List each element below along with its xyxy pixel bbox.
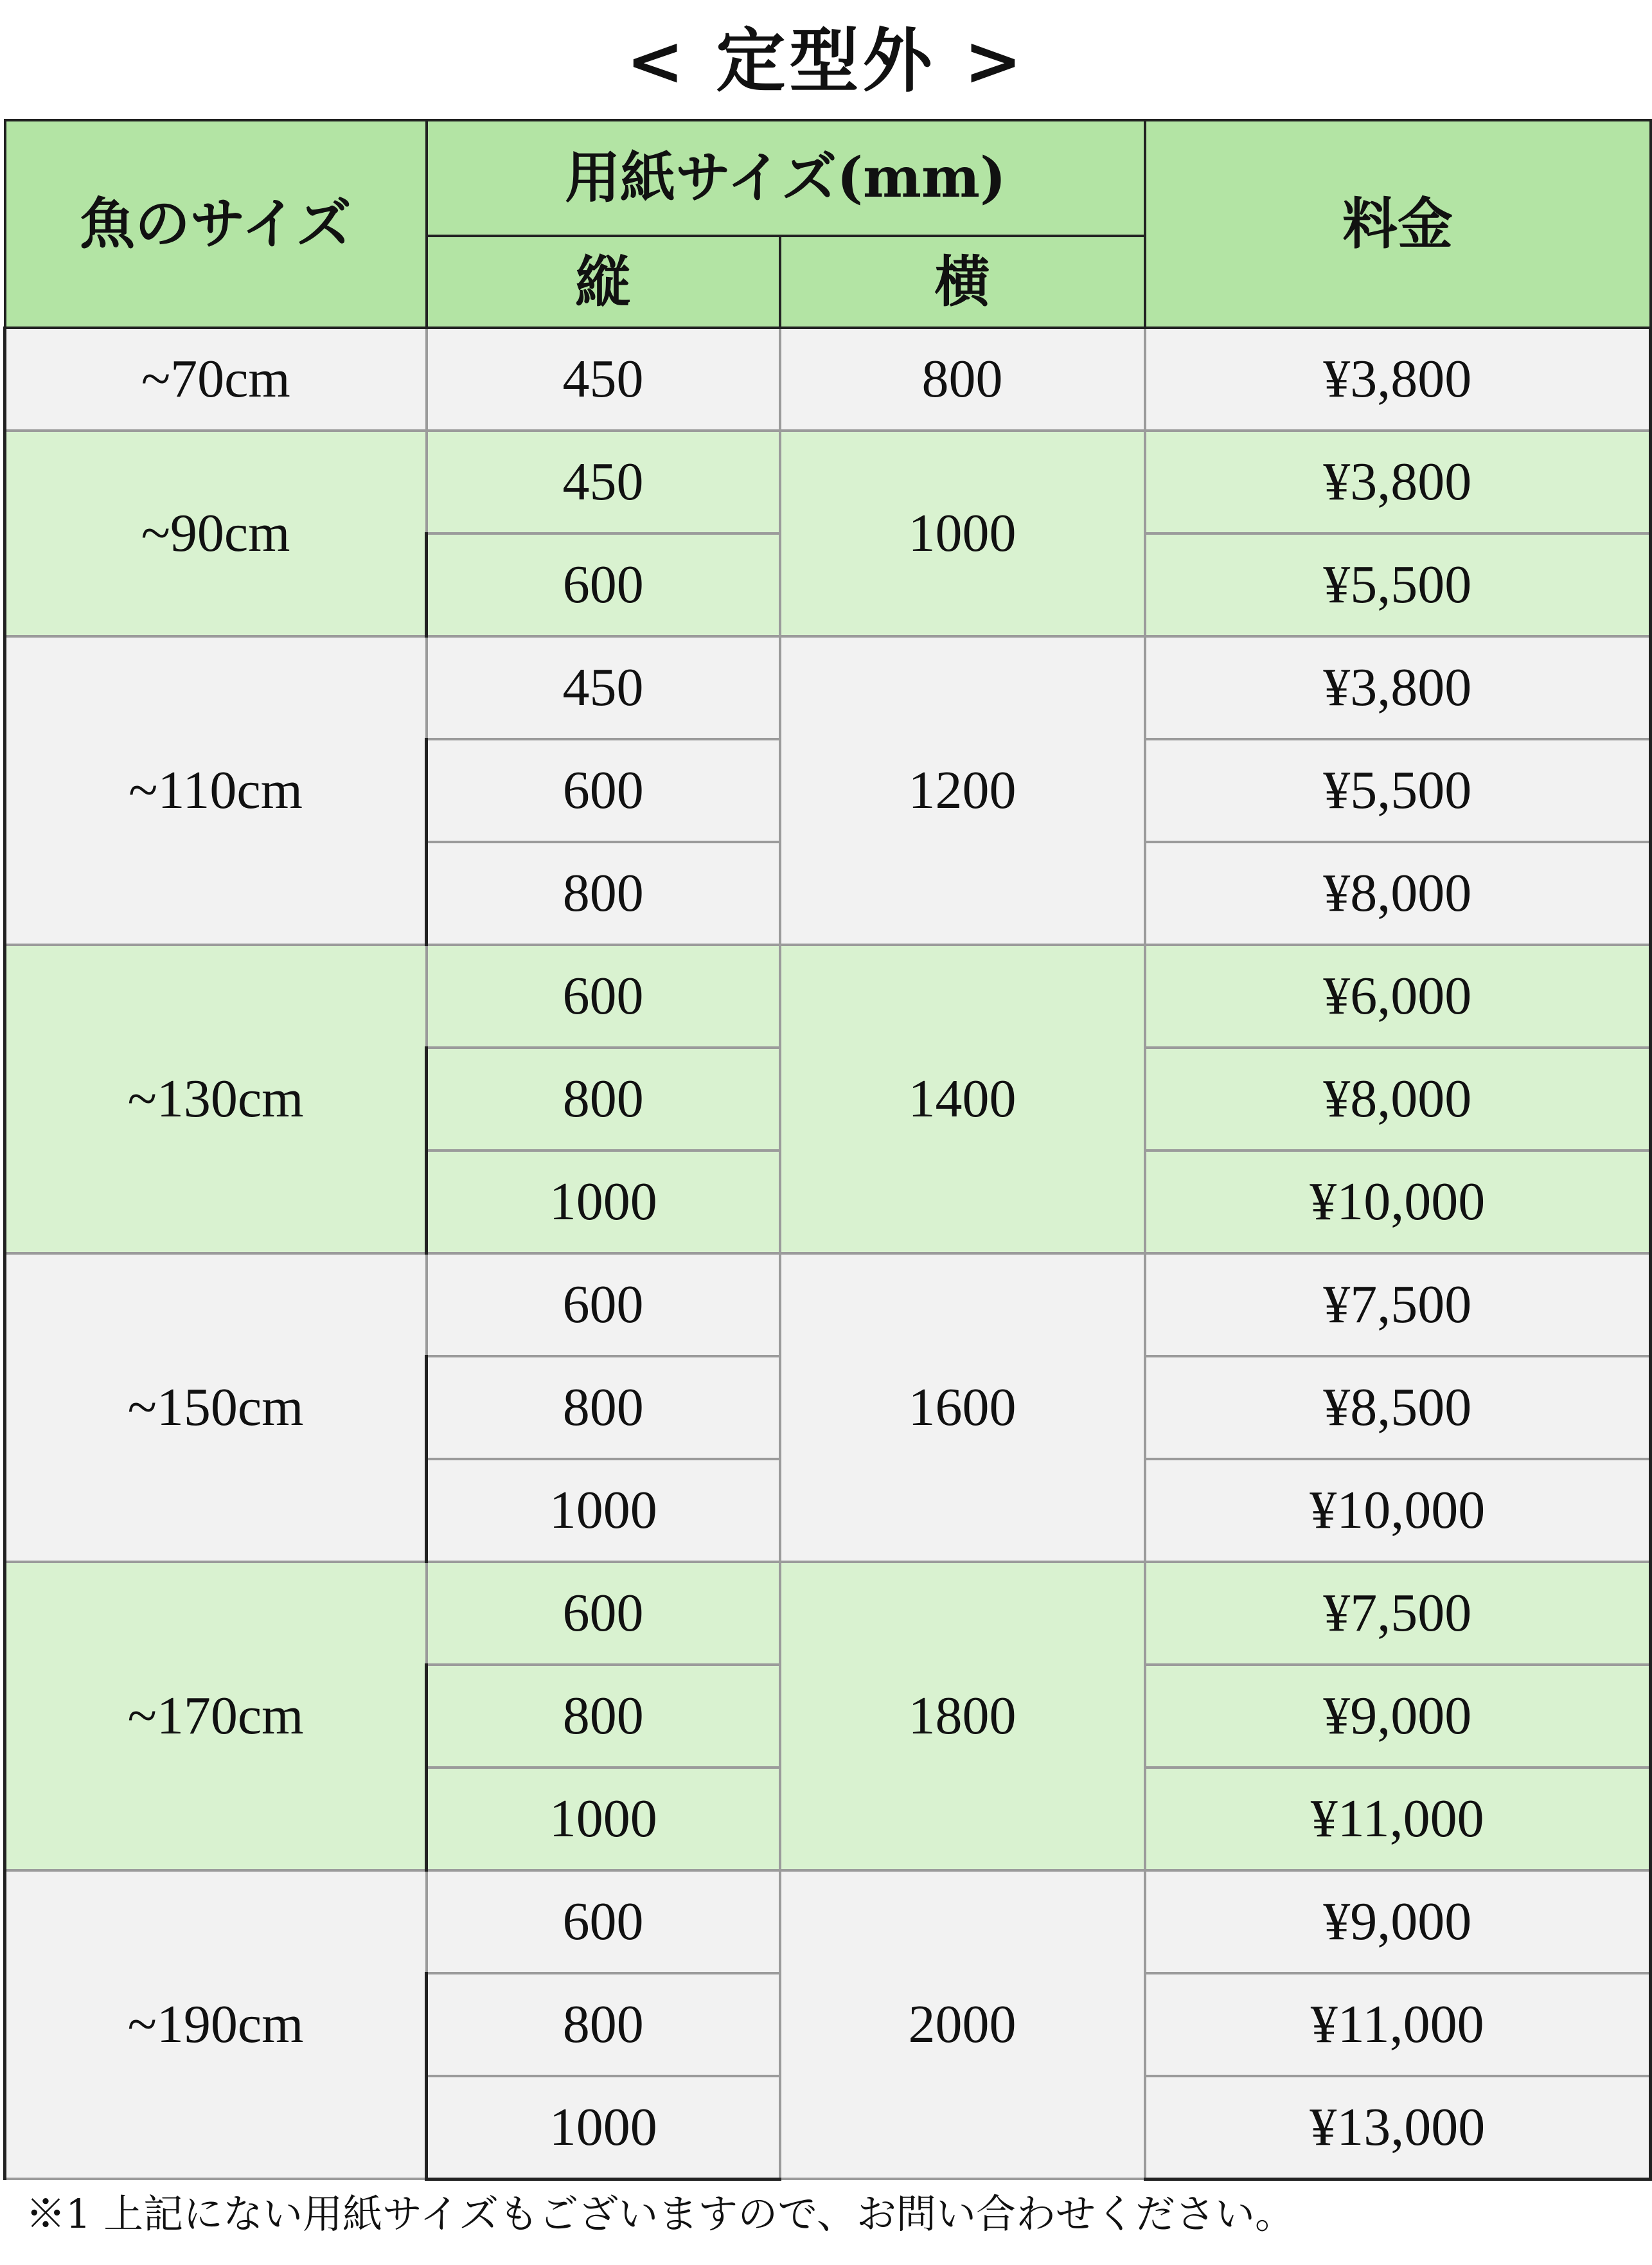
table-row [5,431,1651,533]
size-group [5,945,1651,1253]
size-group [5,328,1651,431]
vertical-cell: 600 [427,945,780,1048]
vertical-cell: 800 [427,1973,780,2076]
page-title: < 定型外 > [626,21,1026,102]
fish-size-cell: ~130cm [5,945,427,1253]
size-group [5,636,1651,945]
vertical-cell: 1000 [427,1768,780,1870]
vertical-cell: 600 [427,1562,780,1665]
table-row [5,636,1651,739]
header-horizontal: 横 [780,236,1145,328]
header-fish-size: 魚のサイズ [5,120,427,328]
price-cell: ¥3,800 [1145,328,1651,431]
fish-size-cell: ~150cm [5,1253,427,1562]
price-cell: ¥5,500 [1145,739,1651,842]
vertical-cell: 450 [427,328,780,431]
vertical-cell: 800 [427,1665,780,1768]
table-row [5,1253,1651,1356]
fish-size-cell: ~170cm [5,1562,427,1870]
vertical-cell: 600 [427,533,780,636]
price-cell: ¥9,000 [1145,1665,1651,1768]
price-cell: ¥8,000 [1145,842,1651,945]
price-cell: ¥7,500 [1145,1253,1651,1356]
vertical-cell: 1000 [427,1150,780,1253]
vertical-cell: 450 [427,636,780,739]
price-cell: ¥11,000 [1145,1768,1651,1870]
price-cell: ¥7,500 [1145,1562,1651,1665]
table-row [5,328,1651,431]
price-cell: ¥13,000 [1145,2076,1651,2179]
horizontal-cell: 1200 [780,636,1145,945]
size-group [5,1870,1651,2179]
fish-size-cell: ~110cm [5,636,427,945]
price-table [3,119,1652,2181]
price-cell: ¥3,800 [1145,431,1651,533]
header-paper-size: 用紙サイズ(mm) [427,120,1145,236]
price-cell: ¥5,500 [1145,533,1651,636]
vertical-cell: 800 [427,842,780,945]
table-row [5,945,1651,1048]
vertical-cell: 800 [427,1356,780,1459]
price-cell: ¥10,000 [1145,1459,1651,1562]
vertical-cell: 600 [427,1253,780,1356]
fish-size-cell: ~70cm [5,328,427,431]
size-group [5,1253,1651,1562]
size-group [5,1562,1651,1870]
price-cell: ¥8,000 [1145,1048,1651,1150]
horizontal-cell: 1600 [780,1253,1145,1562]
vertical-cell: 600 [427,739,780,842]
price-cell: ¥9,000 [1145,1870,1651,1973]
horizontal-cell: 1800 [780,1562,1145,1870]
price-cell: ¥6,000 [1145,945,1651,1048]
horizontal-cell: 1400 [780,945,1145,1253]
price-cell: ¥10,000 [1145,1150,1651,1253]
table-header [5,120,1651,328]
fish-size-cell: ~190cm [5,1870,427,2179]
size-group [5,431,1651,636]
table-row [5,1562,1651,1665]
vertical-cell: 1000 [427,1459,780,1562]
vertical-cell: 800 [427,1048,780,1150]
footnote: ※1 上記にない用紙サイズもございますので、お問い合わせください。 [26,2190,1295,2237]
price-cell: ¥11,000 [1145,1973,1651,2076]
horizontal-cell: 1000 [780,431,1145,636]
price-cell: ¥8,500 [1145,1356,1651,1459]
horizontal-cell: 800 [780,328,1145,431]
horizontal-cell: 2000 [780,1870,1145,2179]
price-cell: ¥3,800 [1145,636,1651,739]
header-price: 料金 [1145,120,1651,328]
vertical-cell: 600 [427,1870,780,1973]
table-row [5,1870,1651,1973]
vertical-cell: 450 [427,431,780,533]
fish-size-cell: ~90cm [5,431,427,636]
vertical-cell: 1000 [427,2076,780,2179]
header-vertical: 縦 [427,236,780,328]
